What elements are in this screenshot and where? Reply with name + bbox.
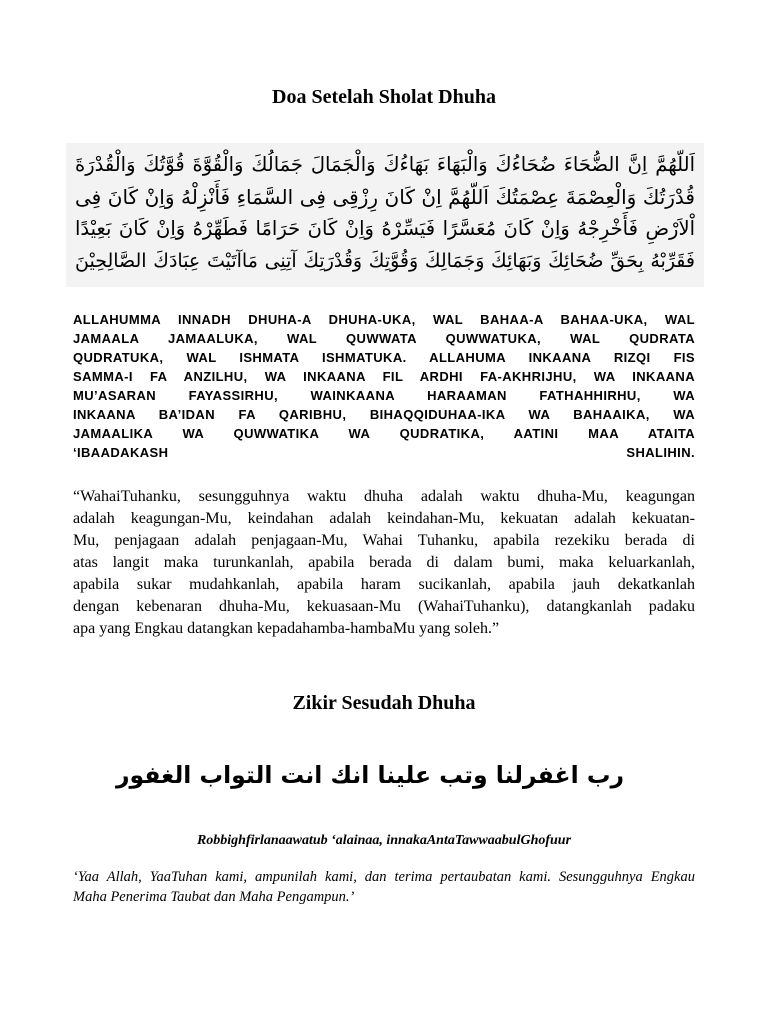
translation-line: adalah keagungan-Mu, keindahan adalah keindahan-Mu, kekuatan adalah kekuatan- bbox=[73, 510, 695, 527]
zikir-transliteration: Robbighfirlanaawatub ‘alainaa, innakaAntaTawwaabulGhofuur bbox=[196, 833, 572, 848]
zikir-title: Zikir Sesudah Dhuha bbox=[292, 692, 476, 714]
transliteration-line: ‘IBAADAKASH SHALIHIN. bbox=[73, 445, 695, 460]
arabic-line: اْلاَرْضِ فَأَخْرِجْهُ وَاِنْ كَانَ مُعَسَّرًا فَيَسِّرْهُ وَاِنْ كَانَ حَرَامًا فَطَهِّرْهُ وَاِنْ كَانَ بَعِيْدًا bbox=[75, 217, 695, 240]
translation-line: atas langit maka turunkanlah, apabila berada di dalam bumi, maka keluarkanlah, bbox=[73, 554, 695, 571]
doa-transliteration bbox=[73, 310, 695, 462]
transliteration-line: JAMAALIKA WA QUWWATIKA WA QUDRATIKA, AATINI MAA ATAITA bbox=[73, 426, 695, 441]
zikir-translation-line: Maha Penerima Taubat dan Maha Pengampun.’ bbox=[73, 889, 355, 905]
translation-line: “WahaiTuhanku, sesungguhnya waktu dhuha adalah waktu dhuha-Mu, keagungan bbox=[73, 488, 695, 505]
doa-title: Doa Setelah Sholat Dhuha bbox=[272, 86, 496, 108]
transliteration-line: MU’ASARAN FAYASSIRHU, WAINKAANA HARAAMAN FATHAHHIRHU, WA bbox=[73, 388, 695, 403]
transliteration-line: QUDRATUKA, WAL ISHMATA ISHMATUKA. ALLAHUMA INKAANA RIZQI FIS bbox=[73, 350, 695, 365]
zikir-translation bbox=[73, 867, 695, 907]
zikir-translation-line: ‘Yaa Allah, YaaTuhan kami, ampunilah kami, dan terima pertaubatan kami. Sesungguhnya Engkau bbox=[73, 869, 695, 885]
arabic-line: قُدْرَتُكَ وَالْعِصْمَةَ عِصْمَتُكَ اَللّهُمَّ اِنْ كَانَ رِزْقِى فِى السَّمَاءِ فَأَنْزِلْهُ وَاِنْ كَانَ فِى bbox=[75, 185, 695, 209]
doa-arabic-text bbox=[66, 143, 704, 287]
translation-line: apabila sukar mudahkanlah, apabila haram sucikanlah, apabila jauh dekatkanlah bbox=[73, 576, 695, 593]
arabic-line: فَقَرِّبْهُ بِحَقِّ ضُحَائِكَ وَبَهَائِكَ وَجَمَالِكَ وَقُوَّتِكَ وَقُدْرَتِكَ آتِنِى مَاآتَيْتَ عِبَادَكَ الصَّالِحِيْنَ bbox=[75, 250, 695, 272]
transliteration-line: SAMMA-I FA ANZILHU, WA INKAANA FIL ARDHI FA-AKHRIJHU, WA INKAANA bbox=[73, 369, 695, 384]
doa-translation bbox=[73, 486, 695, 640]
arabic-line: اَللّهُمَّ اِنَّ الضُّحَاءَ ضُحَاءُكَ وَالْبَهَاءَ بَهَاءُكَ وَالْجَمَالَ جَمَالُكَ وَالْقُوَّةَ قُوَّتُكَ وَالْقُدْرَةَ bbox=[75, 153, 695, 176]
translation-line: apa yang Engkau datangkan kepadahamba-hambaMu yang soleh.” bbox=[73, 620, 500, 637]
translation-line: Mu, penjagaan adalah penjagaan-Mu, Wahai Tuhanku, apabila rezekiku berada di bbox=[73, 532, 695, 549]
transliteration-line: INKAANA BA’IDAN FA QARIBHU, BIHAQQIDUHAA-IKA WA BAHAAIKA, WA bbox=[73, 407, 695, 422]
transliteration-line: JAMAALA JAMAALUKA, WAL QUWWATA QUWWATUKA, WAL QUDRATA bbox=[73, 331, 695, 346]
translation-line: dengan kebenaran dhuha-Mu, kekuasaan-Mu (WahaiTuhanku), datangkanlah padaku bbox=[73, 598, 695, 615]
zikir-arabic-text: رب اغفرلنا وتب علينا انك انت التواب الغفور bbox=[116, 761, 624, 789]
transliteration-line: ALLAHUMMA INNADH DHUHA-A DHUHA-UKA, WAL BAHAA-A BAHAA-UKA, WAL bbox=[73, 312, 695, 327]
